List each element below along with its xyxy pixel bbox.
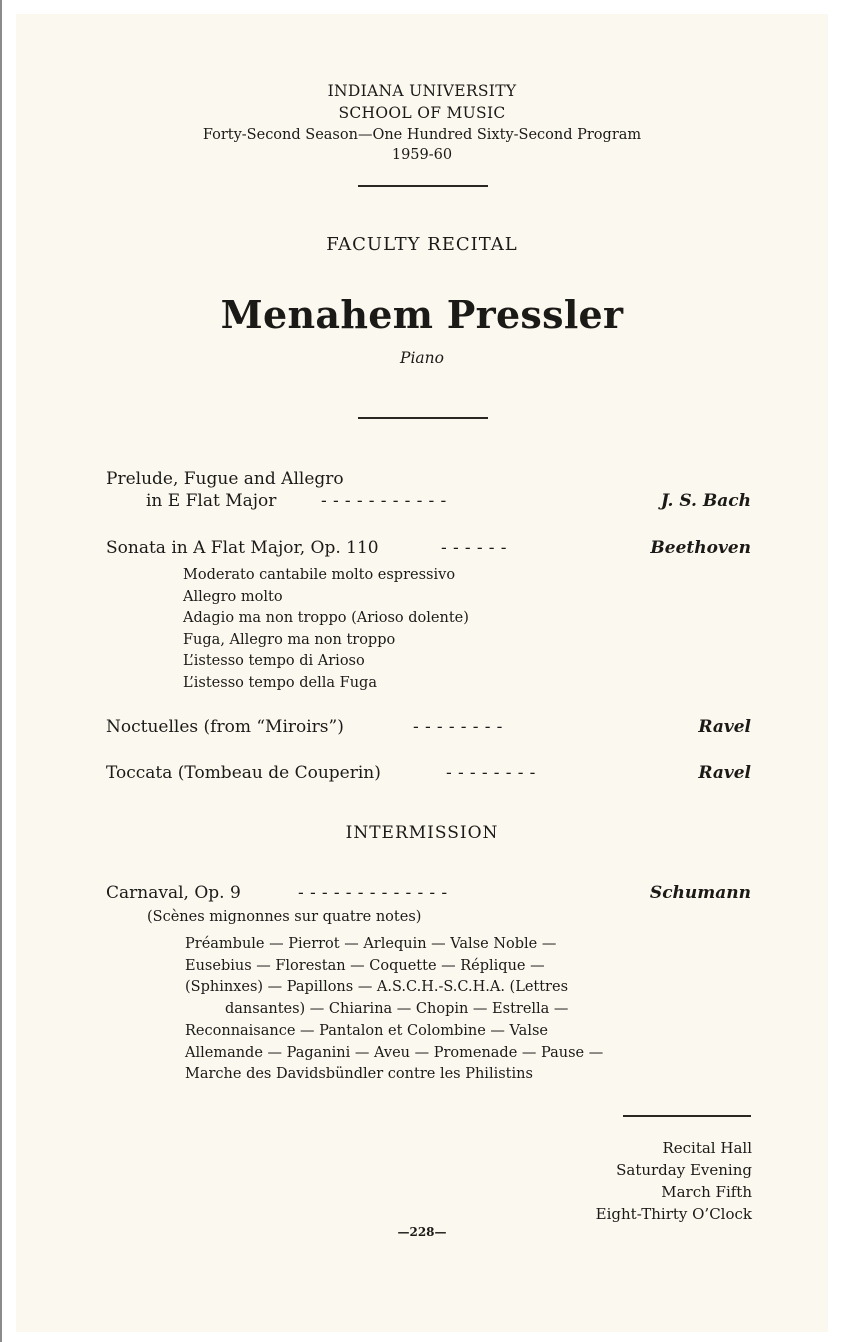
piece-title: Toccata (Tombeau de Couperin)	[106, 763, 381, 783]
page-edge	[0, 0, 2, 1342]
leader-dashes: - - - - - -	[441, 538, 507, 558]
header-rule	[358, 185, 488, 187]
composer-name: Schumann	[649, 883, 751, 903]
movement-item: Moderato cantabile molto espressivo	[183, 567, 456, 583]
movement-item: Allegro molto	[183, 588, 283, 605]
venue-block	[596, 1137, 752, 1225]
movement-item: Fuga, Allegro ma non troppo	[183, 631, 396, 648]
venue-hall: Recital Hall	[662, 1139, 752, 1157]
program-page	[16, 14, 828, 1332]
season-years: 1959-60	[391, 147, 453, 163]
venue-date: March Fifth	[661, 1183, 752, 1201]
program-item-bach	[106, 491, 751, 517]
institution-name: INDIANA UNIVERSITY	[327, 82, 517, 100]
school-name: SCHOOL OF MUSIC	[338, 104, 506, 122]
movement-line: Préambule — Pierrot — Arlequin — Valse Noble —	[185, 936, 557, 952]
page-number: —228—	[397, 1225, 447, 1239]
season-line: Forty-Second Season—One Hundred Sixty-Second Program	[202, 127, 642, 143]
composer-name: Ravel	[698, 717, 751, 737]
composer-name: Beethoven	[650, 538, 751, 558]
leader-dashes: - - - - - - - -	[413, 717, 503, 737]
leader-dashes: - - - - - - - -	[446, 763, 536, 783]
movement-line: (Sphinxes) — Papillons — A.S.C.H.-S.C.H.A. (Lettres	[185, 979, 569, 996]
performer-name: Menahem Pressler	[220, 292, 624, 337]
piece-title: in E Flat Major	[146, 491, 277, 511]
movement-item: Adagio ma non troppo (Arioso dolente)	[183, 610, 469, 626]
leader-dashes: - - - - - - - - - - - - -	[298, 883, 448, 903]
event-title: FACULTY RECITAL	[326, 234, 518, 255]
movement-line: Eusebius — Florestan — Coquette — Réplique —	[185, 957, 545, 974]
piece-title: Prelude, Fugue and Allegro	[106, 469, 344, 489]
movement-line: Allemande — Paganini — Aveu — Promenade — Pause —	[185, 1044, 604, 1061]
piece-title: Noctuelles (from “Miroirs”)	[106, 717, 344, 737]
program-rule	[358, 417, 488, 419]
carnaval-movements	[185, 934, 603, 1086]
composer-name: Ravel	[698, 763, 751, 783]
leader-dashes: - - - - - - - - - - -	[321, 491, 447, 511]
movement-list	[183, 565, 469, 694]
composer-name: J. S. Bach	[660, 491, 751, 511]
venue-day: Saturday Evening	[616, 1161, 752, 1179]
movement-item: L’istesso tempo della Fuga	[183, 674, 377, 691]
piece-title: Carnaval, Op. 9	[106, 883, 241, 903]
intermission-label: INTERMISSION	[345, 823, 499, 843]
program-item-schumann	[106, 883, 751, 909]
movement-line: dansantes) — Chiarina — Chopin — Estrella —	[225, 1001, 569, 1018]
instrument-label: Piano	[400, 349, 444, 367]
piece-title: Sonata in A Flat Major, Op. 110	[106, 538, 379, 558]
program-item-ravel-toccata	[106, 763, 751, 789]
piece-subtitle: (Scènes mignonnes sur quatre notes)	[147, 909, 422, 925]
movement-line: Marche des Davidsbündler contre les Philistins	[185, 1066, 533, 1083]
movement-line: Reconnaisance — Pantalon et Colombine — Valse	[185, 1022, 548, 1039]
program-item-beethoven	[106, 538, 751, 564]
program-item-ravel-noctuelles	[106, 717, 751, 743]
venue-rule	[623, 1115, 751, 1117]
venue-time: Eight-Thirty O’Clock	[595, 1205, 752, 1223]
movement-item: L’istesso tempo di Arioso	[183, 653, 365, 669]
